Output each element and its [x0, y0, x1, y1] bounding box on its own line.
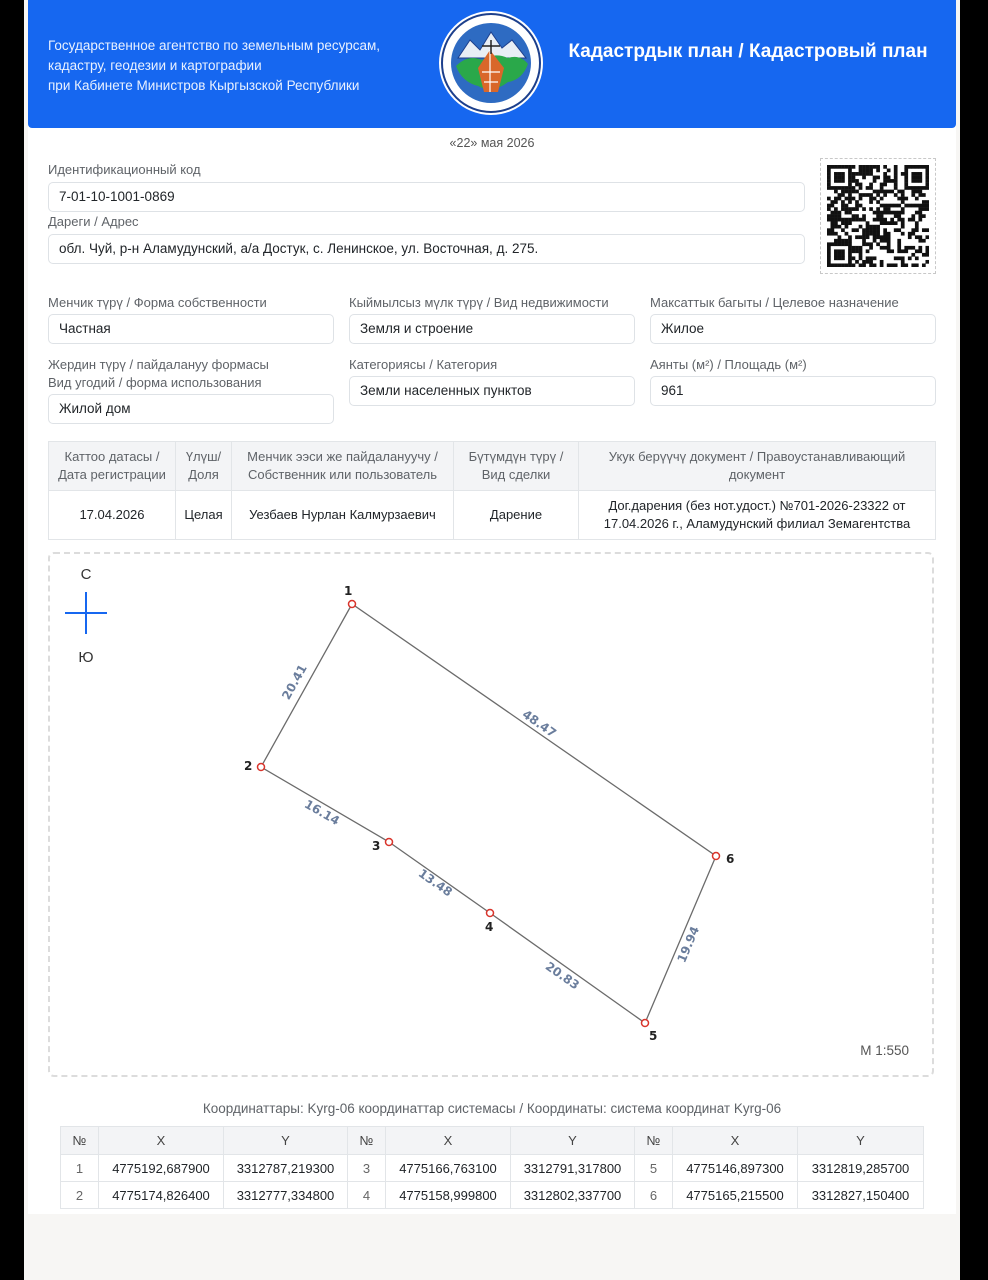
coord-header-x: X: [386, 1127, 511, 1155]
agency-name: [48, 36, 418, 96]
agency-line-2: кадастру, геодезии и картографии: [48, 58, 262, 73]
property-type-label: Кыймылсыз мүлк түрү / Вид недвижимости: [349, 295, 609, 310]
coordinates-title: Координаттары: Kyrg-06 координаттар системасы / Координаты: система координат Kyrg-06: [202, 1101, 782, 1116]
reg-date: 17.04.2026: [49, 491, 176, 540]
vertex-marker-5: [642, 1020, 649, 1027]
reg-document: Дог.дарения (без нот.удост.) №701-2026-23322 от 17.04.2026 г., Аламудунский филиал Земагентства: [579, 491, 936, 540]
reg-header-share: Үлүш/ Доля: [176, 442, 232, 491]
purpose-field: Жилое: [650, 314, 936, 344]
coord-cell: 4775158,999800: [386, 1182, 511, 1209]
document-date: «22» мая 2026: [449, 136, 535, 150]
registration-table: [48, 441, 936, 540]
table-row: [49, 491, 936, 540]
address-label: Дареги / Адрес: [48, 214, 139, 229]
reg-header-date: Каттоо датасы / Дата регистрации: [49, 442, 176, 491]
coord-header-x: X: [99, 1127, 224, 1155]
segment-label-3-4: 13.48: [415, 866, 455, 900]
coord-cell: 3312791,317800: [511, 1155, 635, 1182]
table-row: [61, 1155, 924, 1182]
coord-header-no: №: [635, 1127, 673, 1155]
agency-line-3: при Кабинете Министров Кыргызской Республики: [48, 78, 360, 93]
coordinates-header-row: [61, 1127, 924, 1155]
vertex-marker-6: [713, 853, 720, 860]
reg-header-owner: Менчик ээси же пайдалануучу / Собственник или пользователь: [232, 442, 454, 491]
plan-title: Кадастрдык план / Кадастровый план: [568, 41, 928, 62]
vertex-marker-3: [386, 839, 393, 846]
reg-header-document: Укук берүүчү документ / Правоустанавливающий документ: [579, 442, 936, 491]
segment-label-6-1: 48.47: [519, 707, 559, 741]
scale-label: М 1:550: [860, 1043, 909, 1058]
category-label: Категориясы / Категория: [349, 357, 498, 372]
reg-share: Целая: [176, 491, 232, 540]
area-field: 961: [650, 376, 936, 406]
land-use-label-2: Вид угодий / форма использования: [48, 375, 262, 390]
coord-cell: 4775165,215500: [673, 1182, 798, 1209]
vertex-label-5: 5: [649, 1029, 658, 1043]
coord-cell: 3312827,150400: [798, 1182, 924, 1209]
coord-cell: 3: [348, 1155, 386, 1182]
qr-code: [820, 158, 936, 274]
registration-header-row: [49, 442, 936, 491]
coord-header-y: Y: [798, 1127, 924, 1155]
land-use-label-1: Жердин түрү / пайдалануу формасы: [48, 357, 269, 372]
coord-cell: 3312802,337700: [511, 1182, 635, 1209]
vertex-label-4: 4: [485, 920, 494, 934]
coord-cell: 4: [348, 1182, 386, 1209]
vertex-marker-1: [349, 601, 356, 608]
table-row: [61, 1182, 924, 1209]
coordinates-table: [60, 1126, 924, 1209]
coord-cell: 4775192,687900: [99, 1155, 224, 1182]
coord-cell: 4775166,763100: [386, 1155, 511, 1182]
coord-header-y: Y: [224, 1127, 348, 1155]
coord-cell: 6: [635, 1182, 673, 1209]
reg-owner: Уезбаев Нурлан Калмурзаевич: [232, 491, 454, 540]
land-use-field: Жилой дом: [48, 394, 334, 424]
segment-label-2-3: 16.14: [302, 796, 342, 829]
reg-header-deal: Бүтүмдүн түрү / Вид сделки: [454, 442, 579, 491]
plot-svg: [50, 554, 932, 1075]
area-label: Аянты (м²) / Площадь (м²): [650, 357, 807, 372]
reg-deal: Дарение: [454, 491, 579, 540]
vertex-label-2: 2: [244, 759, 253, 773]
coord-cell: 4775146,897300: [673, 1155, 798, 1182]
id-code-label: Идентификационный код: [48, 162, 201, 177]
vertex-label-1: 1: [344, 584, 353, 598]
coord-header-y: Y: [511, 1127, 635, 1155]
agency-emblem-icon: [438, 10, 544, 116]
vertex-marker-2: [258, 764, 265, 771]
coord-header-no: №: [61, 1127, 99, 1155]
agency-line-1: Государственное агентство по земельным ресурсам,: [48, 38, 381, 53]
cadastral-plan-document: [28, 0, 956, 1214]
south-label: Ю: [78, 649, 94, 666]
coord-header-no: №: [348, 1127, 386, 1155]
coord-cell: 2: [61, 1182, 99, 1209]
coord-cell: 1: [61, 1155, 99, 1182]
vertex-label-3: 3: [372, 839, 381, 853]
segment-label-4-5: 20.83: [542, 959, 582, 993]
document-header: [28, 0, 956, 128]
segment-label-5-6: 19.94: [674, 924, 703, 965]
coord-cell: 3312777,334800: [224, 1182, 348, 1209]
address-field: обл. Чуй, р-н Аламудунский, а/а Достук, с. Ленинское, ул. Восточная, д. 275.: [48, 234, 805, 264]
coord-cell: 4775174,826400: [99, 1182, 224, 1209]
page: [24, 0, 960, 1280]
coord-header-x: X: [673, 1127, 798, 1155]
qr-code-icon: [827, 165, 929, 267]
ownership-label: Менчик түрү / Форма собственности: [48, 295, 267, 310]
north-label: С: [80, 566, 92, 583]
vertex-marker-4: [487, 910, 494, 917]
category-field: Земли населенных пунктов: [349, 376, 635, 406]
coord-cell: 3312787,219300: [224, 1155, 348, 1182]
segment-label-1-2: 20.41: [279, 662, 310, 703]
property-type-field: Земля и строение: [349, 314, 635, 344]
plot-drawing: [48, 552, 934, 1077]
coord-cell: 3312819,285700: [798, 1155, 924, 1182]
coord-cell: 5: [635, 1155, 673, 1182]
ownership-field: Частная: [48, 314, 334, 344]
purpose-label: Максаттык багыты / Целевое назначение: [650, 295, 899, 310]
vertex-label-6: 6: [726, 852, 735, 866]
id-code-field: 7-01-10-1001-0869: [48, 182, 805, 212]
